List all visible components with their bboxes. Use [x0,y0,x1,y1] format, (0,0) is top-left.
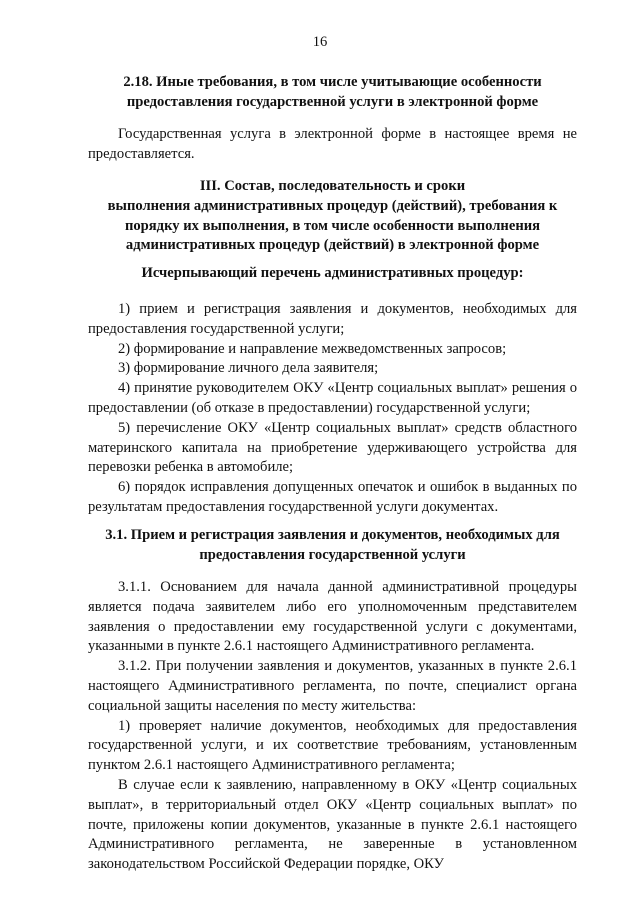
list-item: 4) принятие руководителем ОКУ «Центр социальных выплат» решения о предоставлении (об отказе в предоставлении) государственной услуги; [88,380,577,416]
list-item: 2) формирование и направление межведомственных запросов; [118,340,507,357]
paragraph: В случае если к заявлению, направленному в ОКУ «Центр социальных выплат», в территориальный отдел ОКУ «Центр социальных выплат» по почте, приложены копии документов, указанные в пункте 2.6.1 настоящего Административного регламента, не заверенные в установленном законодательством Российской Федерации порядке, ОКУ [88,776,577,873]
section-3-1-heading: 3.1. Прием и регистрация заявления и документов, необходимых для предоставления государственной услуги [105,527,560,563]
paragraph: 1) проверяет наличие документов, необходимых для предоставления государственной услуги, и их соответствие требованиям, установленным пунктом 2.6.1 настоящего Административного регламента; [88,717,577,774]
section-iii-heading [88,177,577,256]
section-2-18-text: Государственная услуга в электронной форме в настоящее время не предоставляется. [88,126,577,162]
paragraph: 3.1.2. При получении заявления и документов, указанных в пункте 2.6.1 настоящего Административного регламента, по почте, специалист органа социальной защиты населения по месту жительства: [88,658,577,714]
section-2-18-heading: 2.18. Иные требования, в том числе учитывающие особенности предоставления государственной услуги в электронной форме [123,74,542,110]
list-item: 1) прием и регистрация заявления и документов, необходимых для предоставления государственной услуги; [88,301,577,337]
list-item: 5) перечисление ОКУ «Центр социальных выплат» средств областного материнского капитала на приобретение удерживающего устройства для перевозки ребенка в автомобиле; [88,419,577,476]
section-iii-heading-line1: III. Состав, последовательность и сроки [199,178,466,194]
list-item: 3) формирование личного дела заявителя; [118,360,379,377]
paragraph: 3.1.1. Основанием для начала данной административной процедуры является подача заявителем либо его уполномоченным представителем заявления о предоставлении ему государственной услуги с документами, указанными в пункте 2.6.1 настоящего Административного регламента. [88,579,577,655]
procedures-list [88,300,577,518]
section-iii-heading-rest: выполнения административных процедур (действий), требования к порядку их выполнения, в том числе особенности выполнения административных процедур (действий) в электронной форме [107,197,558,254]
page-number: 16 [312,34,328,50]
list-item: 6) порядок исправления допущенных опечаток и ошибок в выданных по результатам предоставления государственной услуги документах. [88,479,577,515]
section-3-1-body [88,578,577,875]
procedures-list-heading: Исчерпывающий перечень административных процедур: [141,265,524,281]
